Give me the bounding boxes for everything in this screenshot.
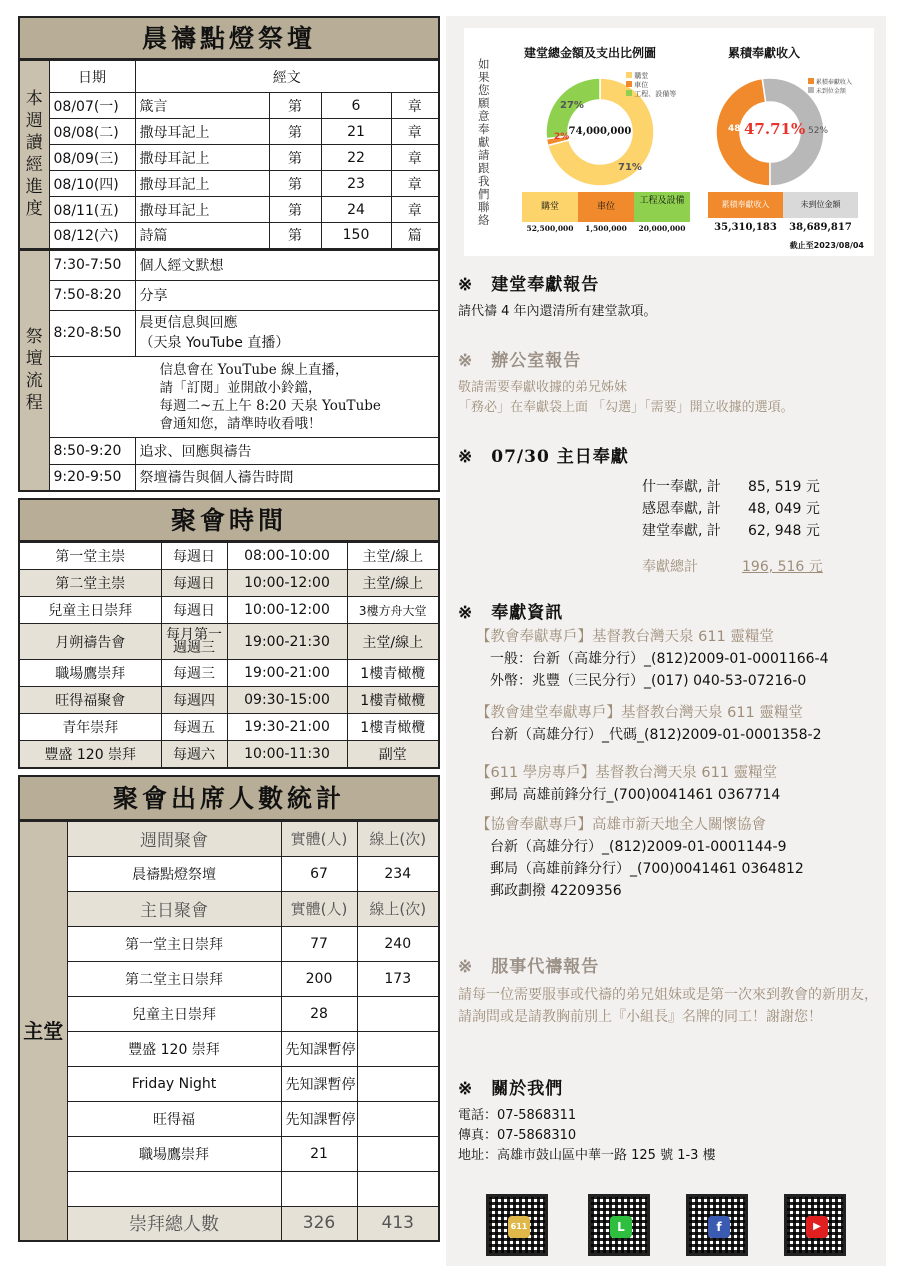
- offering-list: [642, 476, 823, 578]
- facebook-icon: f: [708, 1216, 730, 1238]
- chart1-pct-label: 27%: [560, 100, 584, 111]
- meeting-row: 第二堂主崇 每週日 10:00-12:00 主堂/線上: [19, 570, 439, 597]
- chart1-legend: [626, 72, 676, 99]
- altar-side-label: 祭壇流程: [19, 250, 49, 491]
- reading-row: 08/07(一) 箴言 第 6 章: [19, 93, 439, 119]
- facebook-qr-icon[interactable]: [686, 1194, 748, 1256]
- legend-item: 工程、設備等: [626, 90, 676, 99]
- meeting-row: 青年崇拜 每週五 19:30-21:00 1樓青橄欖: [19, 714, 439, 741]
- attendance-row: 第二堂主日崇拜 200 173: [19, 961, 439, 996]
- legend-item: 車位: [626, 81, 676, 90]
- attendance-row: 職場鷹崇拜 21: [19, 1136, 439, 1171]
- youtube-icon: ▶: [806, 1216, 828, 1238]
- offering-row: 什一奉獻, 計 85, 519 元: [642, 479, 820, 495]
- offering-section-title: ※ 07/30 主日奉獻: [458, 447, 629, 467]
- bank-group-4: 【協會奉獻專戶】高雄市新天地全人關懷協會 台新（高雄分行）_(812)2009-01-0001144-9 郵局（高雄前鋒分行）_(700)0041461 0364812 郵政劃撥 42209356: [476, 817, 804, 899]
- attendance-table: 主堂 週間聚會 實體(人) 線上(次) 晨禱點燈祭壇 67 234 主日聚會 實體(人) 線上(次) 第一堂主日崇拜 77 240 第二堂主日崇拜 200 173 兒童主日崇拜 28 豐盛 120 崇拜 先知課暫停 Friday Night 先知課暫停 旺得福 先知課暫停 職場鷹崇拜 21 崇拜總人數 326 413: [18, 821, 440, 1243]
- attendance-row: 豐盛 120 崇拜 先知課暫停: [19, 1031, 439, 1066]
- attendance-row: 旺得福 先知課暫停: [19, 1101, 439, 1136]
- chart2-legend: [808, 78, 852, 96]
- meeting-row: 第一堂主崇 每週日 08:00-10:00 主堂/線上: [19, 543, 439, 570]
- chart1-pct-label: 2%: [554, 132, 570, 142]
- left-column: [18, 16, 440, 1242]
- office-section-title: ※ 辦公室報告: [458, 351, 582, 371]
- reading-row: 08/11(五) 撒母耳記上 第 24 章: [19, 197, 439, 223]
- attendance-row: [19, 1171, 439, 1206]
- reading-row: 08/08(二) 撒母耳記上 第 21 章: [19, 119, 439, 145]
- chart2-pct-label: 48%: [728, 124, 750, 134]
- address: 地址：高雄市鼓山區中華一路 125 號 1-3 樓: [458, 1148, 716, 1163]
- building-section-title: ※ 建堂奉獻報告: [458, 275, 600, 295]
- attendance-row: Friday Night 先知課暫停: [19, 1066, 439, 1101]
- bank-group-2: 【教會建堂奉獻專戶】基督教台灣天泉 611 靈糧堂 台新（高雄分行）_代碼_(812)2009-01-0001358-2: [476, 705, 822, 743]
- legend-item: 累積奉獻收入: [808, 78, 852, 87]
- meeting-row: 旺得福聚會 每週四 09:30-15:00 1樓青橄欖: [19, 687, 439, 714]
- chart2-table-head: 累積奉獻收入 未到位金額: [708, 192, 858, 218]
- offering-row: 感恩奉獻, 計 48, 049 元: [642, 501, 820, 517]
- reading-row: 08/09(三) 撒母耳記上 第 22 章: [19, 145, 439, 171]
- bank-group-3: 【611 學房專戶】基督教台灣天泉 611 靈糧堂 郵局 高雄前鋒分行_(700)0041461 0367714: [476, 765, 781, 803]
- chart2-table-values: 35,310,183 38,689,817: [714, 222, 852, 233]
- reading-row: 08/12(六) 詩篇 第 150 篇: [19, 223, 439, 249]
- bank-group-1: 【教會奉獻專戶】基督教台灣天泉 611 靈糧堂 一般：台新（高雄分行）_(812)2009-01-0001166-4 外幣：兆豐（三民分行）_(017) 040-53-07216-0: [476, 629, 829, 689]
- attendance-row: 兒童主日崇拜 28: [19, 996, 439, 1031]
- about-contact: [458, 1106, 878, 1166]
- meetings-title: 聚會時間: [18, 498, 440, 542]
- reading-title: 晨禱點燈祭壇: [18, 16, 440, 60]
- service-text: 請每一位需要服事或代禱的弟兄姐妹或是第一次來到教會的新朋友，請詢問或是請教胸前別上『小組長』名牌的同工！謝謝您！: [458, 987, 878, 1025]
- chart-panel: [464, 28, 874, 256]
- chart1-table-head: 購堂 車位 工程及設備: [522, 192, 690, 222]
- service-section-title: ※ 服事代禱報告: [458, 957, 600, 977]
- phone: 電話：07-5868311: [458, 1108, 577, 1123]
- about-section-title: ※ 關於我們: [458, 1079, 564, 1099]
- meetings-table: [18, 542, 440, 769]
- office-text: 敬請需要奉獻收據的弟兄姊妹 「務必」在奉獻袋上面 「勾選」「需要」開立收據的選項。: [458, 380, 794, 415]
- line-icon: L: [610, 1216, 632, 1238]
- reading-side-label: 本週讀經進度: [19, 61, 49, 249]
- attendance-total-row: 崇拜總人數 326 413: [19, 1206, 439, 1241]
- youtube-qr-icon[interactable]: [784, 1194, 846, 1256]
- offering-row: 建堂奉獻, 計 62, 948 元: [642, 523, 820, 539]
- as-of-date: 截止至2023/08/04: [789, 241, 864, 250]
- legend-item: 購堂: [626, 72, 676, 81]
- bank-section-title: ※ 奉獻資訊: [458, 603, 564, 623]
- contact-vertical-note: 如果您願意奉獻請跟我們聯絡: [478, 57, 490, 227]
- chart2-center-label: 47.71%: [744, 120, 806, 138]
- attendance-row: 晨禱點燈祭壇 67 234: [19, 856, 439, 891]
- logo-icon: 611: [508, 1216, 530, 1238]
- reading-table: [18, 60, 440, 250]
- chart1-title: 建堂總金額及支出比例圖: [524, 46, 657, 60]
- chart2-pct-label: 52%: [808, 126, 829, 136]
- building-text: 請代禱 4 年內還清所有建堂款項。: [458, 304, 657, 319]
- meeting-row: 豐盛 120 崇拜 每週六 10:00-11:30 副堂: [19, 741, 439, 768]
- attendance-side-label: 主堂: [19, 821, 67, 1241]
- chart2-title: 累積奉獻收入: [728, 46, 801, 60]
- col-date: 日期: [49, 61, 135, 93]
- meeting-row: 兒童主日崇拜 每週日 10:00-12:00 3樓方舟大堂: [19, 597, 439, 624]
- line-qr-icon[interactable]: [588, 1194, 650, 1256]
- website-qr-icon[interactable]: [486, 1194, 548, 1256]
- chart1-table-values: 52,500,000 1,500,000 20,000,000: [526, 224, 686, 233]
- meeting-row: 月朔禱告會 每月第一週週三 19:00-21:30 主堂/線上: [19, 624, 439, 660]
- offering-total: 奉獻總計 196, 516 元: [642, 559, 823, 575]
- chart1-pct-label: 71%: [618, 162, 642, 173]
- altar-table: 祭壇流程 7:30-7:50 個人經文默想 7:50-8:20 分享 8:20-8:50 晨更信息與回應 （天泉 YouTube 直播） 信息會在 YouTube 線上直播， 請「訂閱」並開啟小鈴鐺， 每週二~五上午 8:20 天泉 YouTube 會通知您，請準時收看哦！ 8:50-9:20 追求、回應與禱告 9:20-9:50 祭壇禱告與個人禱告時間: [18, 250, 440, 493]
- fax: 傳真：07-5868310: [458, 1128, 577, 1143]
- attendance-row: 第一堂主日崇拜 77 240: [19, 926, 439, 961]
- legend-item: 未到位金額: [808, 87, 852, 96]
- col-scripture: 經文: [135, 61, 439, 93]
- attendance-title: 聚會出席人數統計: [18, 775, 440, 821]
- meeting-row: 職場鷹崇拜 每週三 19:00-21:00 1樓青橄欖: [19, 660, 439, 687]
- youtube-note: 信息會在 YouTube 線上直播， 請「訂閱」並開啟小鈴鐺， 每週二~五上午 8:20 天泉 YouTube 會通知您，請準時收看哦！: [49, 356, 439, 437]
- right-column: [446, 16, 886, 1266]
- chart1-center-label: 74,000,000: [568, 126, 632, 137]
- reading-row: 08/10(四) 撒母耳記上 第 23 章: [19, 171, 439, 197]
